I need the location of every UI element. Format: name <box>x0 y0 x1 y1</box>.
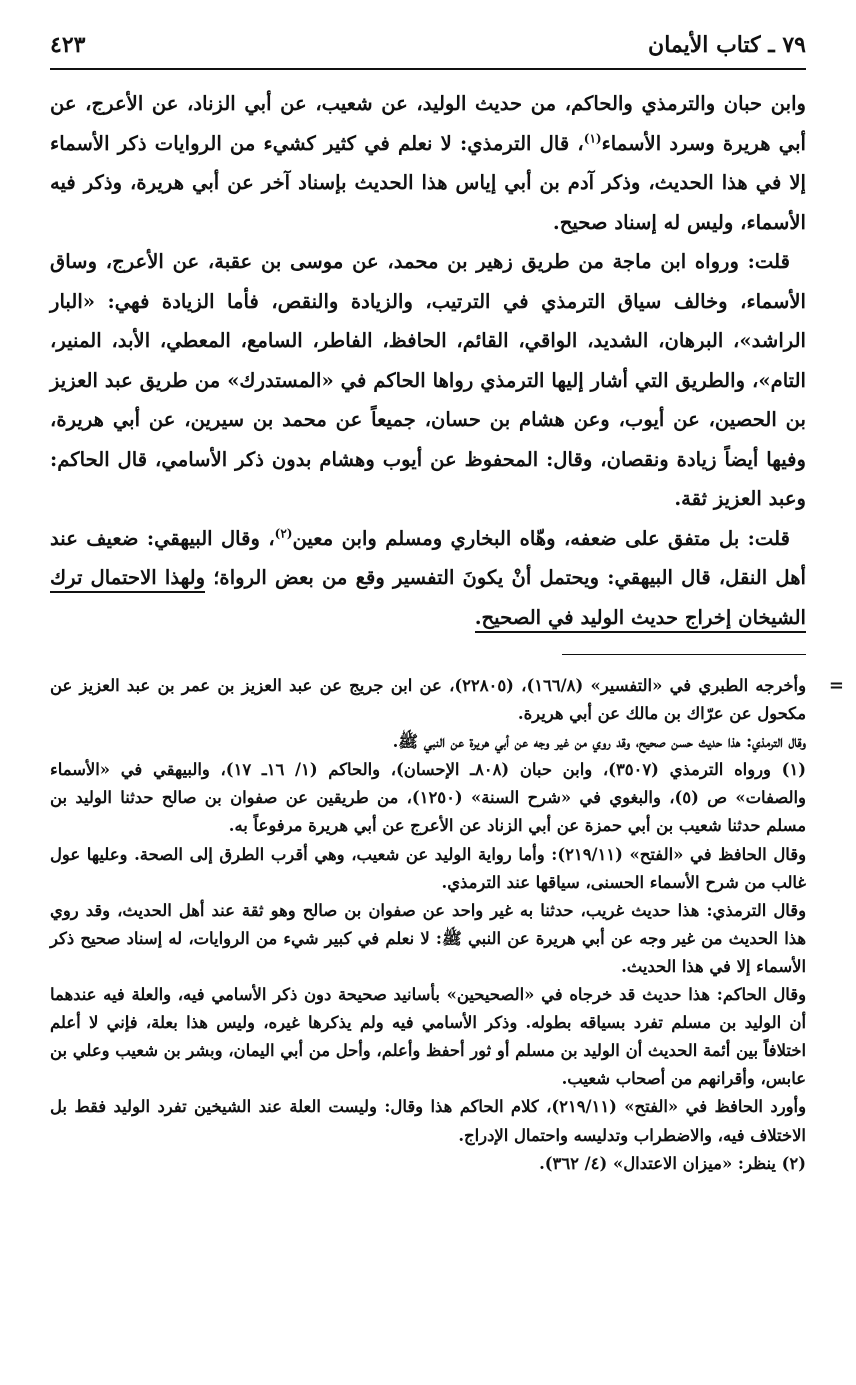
paragraph-2-lead: قلت: <box>747 250 790 273</box>
main-text <box>50 84 806 637</box>
continued-note-text-2: وقال الترمذي: هذا حديث حسن صحيح، وقد روي من غير وجه عن أبي هريرة عن النبي ﷺ. <box>392 732 806 752</box>
running-title: ٧٩ ـ كتاب الأيمان <box>648 32 806 58</box>
paragraph-2-text: ورواه ابن ماجة من طريق زهير بن محمد، عن موسى بن عقبة، عن الأعرج، وساق الأسماء، وخالف سياق الترمذي في الترتيب، والزيادة والنقص، فأما الزيادة فهي: «البار الراشد»، البرهان، الشديد، الواقي، القائم، الحافظ، الفاطر، السامع، المعطي، الأبد، المنير، التام»، والطريق التي أشار إليها الترمذي رواها الحاكم في «المستدرك» من طريق عبد العزيز بن الحصين، عن أيوب، وعن هشام بن حسان، جميعاً عن محمد بن سيرين، عن أبي هريرة، وفيها أيضاً زيادة ونقصان، وقال: المحفوظ عن أيوب وهشام بدون ذكر الأسامي، قال الحاكم: وعبد العزيز ثقة. <box>50 250 806 510</box>
footnote-1-text-e: وأورد الحافظ في «الفتح» (٢١٩/١١)، كلام الحاكم هذا وقال: وليست العلة عند الشيخين تفرد الوليد فقط بل الاختلاف فيه، والاضطراب وتدليسه واحتمال الإدراج. <box>50 1097 806 1145</box>
paragraph-3-lead: قلت: <box>747 526 790 550</box>
footnotes <box>50 672 844 1178</box>
footnote-2 <box>50 1150 806 1178</box>
paragraph-3-text-a: بل متفق على ضعفه، وهّاه البخاري ومسلم وابن معين <box>292 526 748 550</box>
paragraph-2 <box>50 242 806 519</box>
footnote-separator <box>562 654 806 655</box>
page-header <box>50 28 806 70</box>
continuation-mark: = <box>828 675 844 696</box>
continued-note-text-1: وأخرجه الطبري في «التفسير» (١٦٦/٨)، (٢٢٨٠٥)، عن ابن جريج عن عبد العزيز بن عمر بن عبد العزيز عن مكحول عن عرّاك بن مالك عن أبي هريرة. <box>50 676 807 724</box>
paragraph-1-text: وابن حبان والترمذي والحاكم، من حديث الوليد، عن شعيب، عن أبي الزناد، عن الأعرج، عن أبي هريرة وسرد الأسماء <box>50 92 806 155</box>
footnote-1-text-c: وقال الترمذي: هذا حديث غريب، حدثنا به غير واحد عن صفوان بن صالح وهو ثقة عند أهل الحديث، وقد روي هذا الحديث من غير وجه عن أبي هريرة عن النبي ﷺ: لا نعلم في كبير شيء من الروايات، له إسناد صحيح ذكر الأسماء إلا في هذا الحديث. <box>50 900 806 976</box>
paragraph-3-text-b: ، وقال البيهقي: ضعيف عند أهل النقل، قال البيهقي: ويحتمل أنْ يكونَ التفسير وقع من بعض الرواة؛ <box>50 526 806 589</box>
paragraph-1 <box>50 84 806 242</box>
footnote-1-text-d: وقال الحاكم: هذا حديث قد خرجاه في «الصحيحين» بأسانيد صحيحة دون ذكر الأسامي فيه، والعلة فيه عندهما أن الوليد بن مسلم تفرد بسياقه بطوله. وذكر الأسامي فيه ولم يذكرها غيره، وليس هذا بعلة، فإني لا أعلم اختلافاً بين أئمة الحديث أن الوليد بن مسلم أو ثور أحفظ وأعلم، وأحل من أبي اليمان، وبشر بن شعيب وعلي بن عابس، وأقرانهم من أصحاب شعيب. <box>50 985 806 1089</box>
footnote-2-text: (٢) ينظر: «ميزان الاعتدال» (٤/ ٣٦٢). <box>539 1153 806 1173</box>
continued-footnote <box>50 672 844 756</box>
footnote-1-text-b: وقال الحافظ في «الفتح» (٢١٩/١١): وأما رواية الوليد عن شعيب، وهي أقرب الطرق إلى الصحة. وعليها عول غالب من شرح الأسماء الحسنى، سياقها عند الترمذي. <box>50 844 807 892</box>
footnote-1 <box>50 756 806 1149</box>
paragraph-1-rest: ، قال الترمذي: لا نعلم في كثير كشيء من الروايات ذكر الأسماء إلا في هذا الحديث، وذكر آدم بن أبي إياس هذا الحديث بإسناد آخر عن أبي هريرة، وذكر فيه الأسماء، وليس له إسناد صحيح. <box>50 131 806 234</box>
footnote-ref-2: (٢) <box>274 525 293 540</box>
footnote-ref-1: (١) <box>583 130 602 145</box>
footnote-1-text-a: (١) ورواه الترمذي (٣٥٠٧)، وابن حبان (٨٠٨ـ الإحسان)، والحاكم (١/ ١٦ـ ١٧)، والبيهقي في «الأسماء والصفات» ص (٥)، والبغوي في «شرح السنة» (١٢٥٠)، من طريقين عن صفوان بن صالح حدثنا الوليد بن مسلم حدثنا شعيب بن أبي حمزة عن أبي الزناد عن الأعرج عن أبي هريرة مرفوعاً به. <box>50 760 806 836</box>
paragraph-3-final-line: ولهذا الاحتمال ترك الشيخان إخراج حديث الوليد في الصحيح. <box>50 566 806 633</box>
page-number: ٤٢٣ <box>50 32 86 58</box>
paragraph-3 <box>50 519 806 638</box>
